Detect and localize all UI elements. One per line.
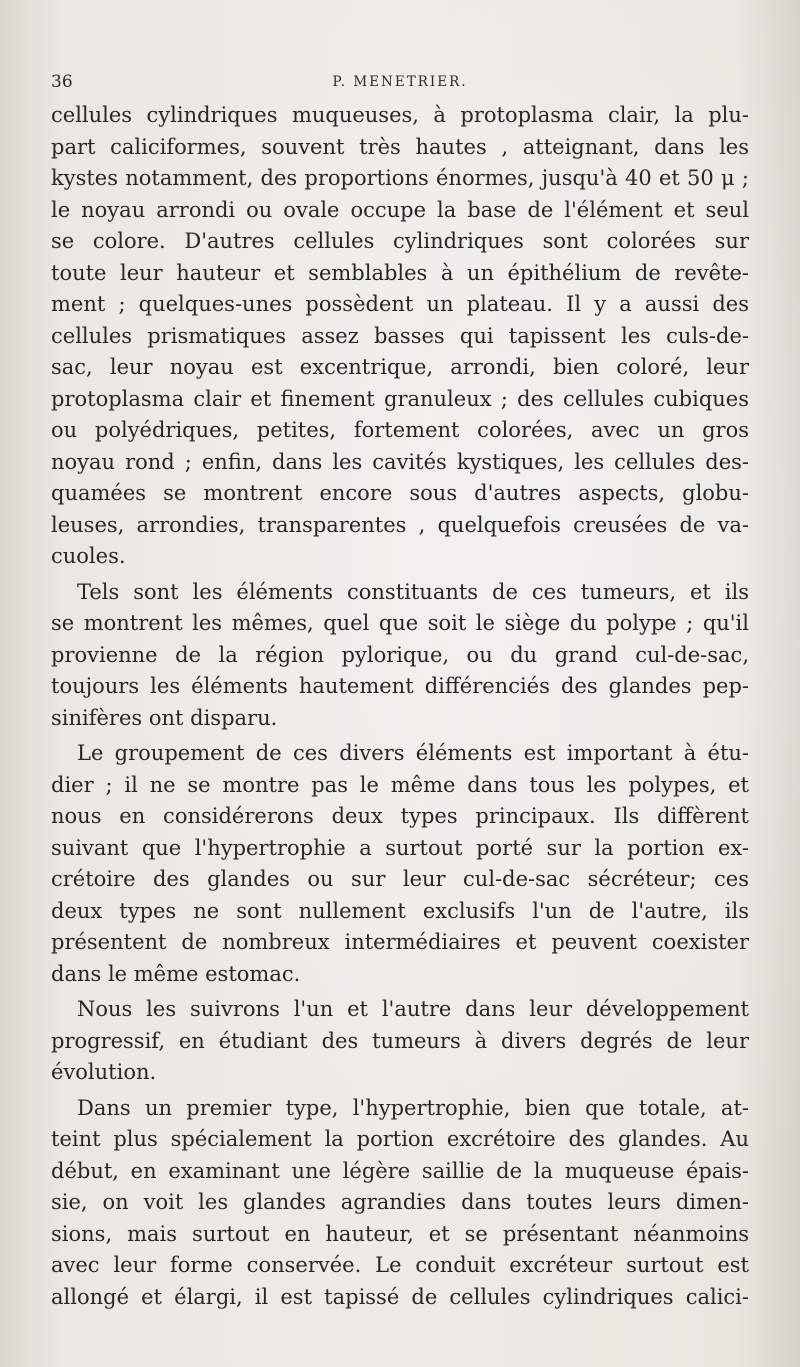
running-head: P. MENETRIER. bbox=[332, 74, 468, 90]
text-line: Le groupement de ces divers éléments est important à étu- bbox=[77, 741, 749, 765]
text-line: le noyau arrondi ou ovale occupe la base de l'élément et seul bbox=[51, 197, 749, 222]
paragraph bbox=[51, 1093, 749, 1314]
text-line: nous en considérerons deux types principaux. Ils diffèrent bbox=[51, 804, 749, 828]
text-line: leuses, arrondies, transparentes , quelquefois creusées de va- bbox=[51, 512, 749, 537]
text-line: crétoire des glandes ou sur leur cul-de-sac sécréteur; ces bbox=[51, 867, 749, 891]
text-line: Nous les suivrons l'un et l'autre dans leur développement bbox=[77, 997, 749, 1021]
text-line: suivant que l'hypertrophie a surtout porté sur la portion ex- bbox=[51, 835, 749, 860]
text-line: sie, on voit les glandes agrandies dans toutes leurs dimen- bbox=[51, 1190, 749, 1214]
text-line: deux types ne sont nullement exclusifs l'un de l'autre, ils bbox=[51, 898, 749, 923]
text-line: évolution. bbox=[51, 1060, 157, 1084]
page-header bbox=[51, 72, 749, 96]
paragraph bbox=[51, 100, 749, 573]
text-line: noyau rond ; enfin, dans les cavités kystiques, les cellules des- bbox=[51, 449, 749, 474]
text-line: dans le même estomac. bbox=[51, 961, 301, 986]
paragraph bbox=[51, 994, 749, 1089]
text-line: kystes notamment, des proportions énormes, jusqu'à 40 et 50 μ ; bbox=[51, 166, 749, 190]
text-line: part caliciformes, souvent très hautes , atteignant, dans les bbox=[51, 134, 749, 159]
text-line: progressif, en étudiant des tumeurs à divers degrés de leur bbox=[51, 1028, 749, 1053]
text-line: allongé et élargi, il est tapissé de cellules cylindriques calici- bbox=[51, 1284, 749, 1309]
text-line: sions, mais surtout en hauteur, et se présentant néanmoins bbox=[51, 1221, 749, 1246]
text-line: présentent de nombreux intermédiaires et peuvent coexister bbox=[51, 930, 749, 954]
text-line: sac, leur noyau est excentrique, arrondi, bien coloré, leur bbox=[51, 355, 749, 379]
text-line: ou polyédriques, petites, fortement colorées, avec un gros bbox=[51, 418, 749, 442]
paragraph bbox=[51, 577, 749, 735]
text-line: provienne de la région pylorique, ou du grand cul-de-sac, bbox=[51, 642, 749, 667]
text-line: dier ; il ne se montre pas le même dans tous les polypes, et bbox=[51, 772, 749, 797]
text-line: Dans un premier type, l'hypertrophie, bien que totale, at- bbox=[77, 1095, 749, 1120]
text-line: début, en examinant une légère saillie de la muqueuse épais- bbox=[51, 1158, 749, 1183]
text-line: toute leur hauteur et semblables à un épithélium de revête- bbox=[51, 260, 749, 285]
text-line: quamées se montrent encore sous d'autres aspects, globu- bbox=[51, 481, 749, 505]
paragraph bbox=[51, 738, 749, 990]
text-line: cuoles. bbox=[51, 544, 126, 568]
body-text bbox=[51, 100, 749, 1313]
text-line: se colore. D'autres cellules cylindriques sont colorées sur bbox=[51, 229, 749, 253]
text-line: teint plus spécialement la portion excrétoire des glandes. Au bbox=[51, 1127, 749, 1151]
text-line: se montrent les mêmes, quel que soit le siège du polype ; qu'il bbox=[51, 611, 749, 635]
text-line: ment ; quelques-unes possèdent un plateau. Il y a aussi des bbox=[51, 292, 749, 316]
text-line: Tels sont les éléments constituants de ces tumeurs, et ils bbox=[77, 579, 749, 604]
text-line: protoplasma clair et finement granuleux ; des cellules cubiques bbox=[51, 386, 749, 411]
text-line: cellules cylindriques muqueuses, à protoplasma clair, la plu- bbox=[51, 103, 749, 127]
text-line: toujours les éléments hautement différenciés des glandes pep- bbox=[51, 674, 749, 698]
text-line: sinifères ont disparu. bbox=[51, 705, 278, 730]
text-line: cellules prismatiques assez basses qui tapissent les culs-de- bbox=[51, 323, 749, 348]
page-number: 36 bbox=[51, 72, 73, 92]
text-line: avec leur forme conservée. Le conduit excréteur surtout est bbox=[51, 1253, 749, 1277]
